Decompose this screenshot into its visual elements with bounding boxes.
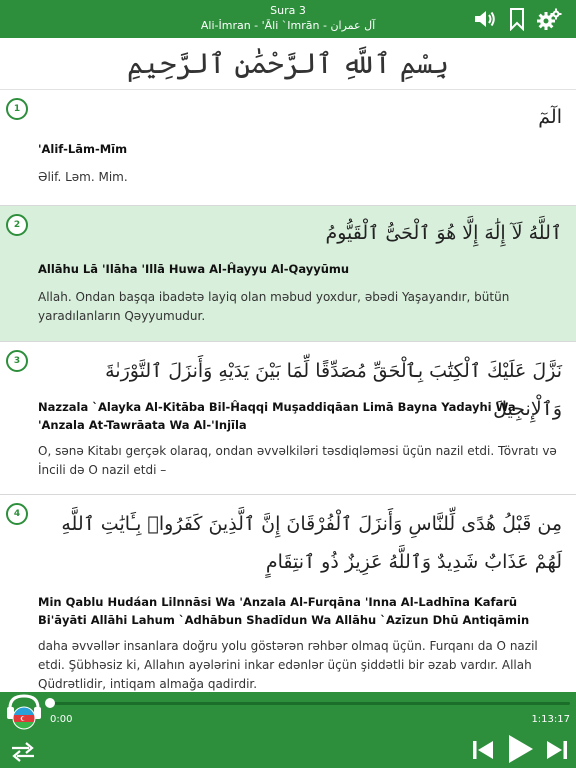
speaker-icon[interactable] (473, 7, 497, 31)
total-time: 1:13:17 (531, 714, 570, 725)
verse-translation: Allah. Ondan başqa ibadətə layiq olan məbud yoxdur, əbədi Yaşayandır, bütün yaradılanların Qəyyumudur. (38, 290, 510, 323)
verse-row-3[interactable] (0, 342, 576, 495)
verse-arabic-text: مِن قَبْلُ هُدًى لِّلنَّاسِ وَأَنزَلَ ٱلْفُرْقَانَ إِنَّ ٱلَّذِينَ كَفَرُوا۟ بِـَٔايَٰتِ ٱللَّهِ لَهُمْ عَذَابٌ شَدِيدٌ وَٱللَّهُ عَزِيزٌ ذُو ٱنتِقَامٍ (61, 513, 562, 573)
verse-row-2[interactable] (0, 206, 576, 342)
flag-icon[interactable] (6, 694, 42, 734)
sura-number-title: Sura 3 (270, 4, 306, 17)
verse-row-1[interactable] (0, 90, 576, 206)
top-bar (0, 0, 576, 38)
audio-player (0, 692, 576, 768)
bookmark-icon[interactable] (505, 7, 529, 31)
verse-translation: O, sənə Kitabı gerçək olaraq, ondan əvvəlkiləri təsdiqləməsi üçün nazil etdi. Tövratı və İncili də O nazil etdi – (38, 444, 557, 477)
previous-icon[interactable] (470, 736, 496, 764)
verse-translation: Əlif. Ləm. Mim. (38, 170, 128, 184)
bismillah-banner (0, 38, 576, 90)
gear-icon[interactable] (535, 7, 563, 31)
verse-number-badge: 1 (6, 98, 28, 120)
verse-number-badge: 4 (6, 503, 28, 525)
sura-name-subtitle: Ali-İmran - 'Āli `Imrān - آل عمران (200, 19, 376, 32)
verse-arabic-text: ٱللَّهُ لَآ إِلَٰهَ إِلَّا هُوَ ٱلْحَىُّ ٱلْقَيُّومُ (325, 222, 562, 244)
verse-transliteration: Allāhu Lā 'Ilāha 'Illā Huwa Al-Ĥayyu Al-Qayyūmu (38, 262, 350, 276)
elapsed-time: 0:00 (50, 714, 73, 725)
bismillah-text: بِسْمِ ٱللَّهِ ٱلرَّحْمَٰنِ ٱلرَّحِيمِ (126, 47, 449, 80)
next-icon[interactable] (544, 736, 570, 764)
verse-transliteration: Nazzala `Alayka Al-Kitāba Bil-Ĥaqqi Muşaddiqāan Limā Bayna Yadayhi Wa 'Anzala At-Tawrāata Wa Al-'Injīla (38, 400, 516, 432)
verse-translation: daha əvvəllər insanlara doğru yolu göstərən rəhbər olmaq üçün. Furqanı da O nazil etdi. Şübhəsiz ki, Allahın ayələrini inkar edənlər üçün şiddətli bir əzab vardır. Allah Qüdrətlidir, intiqam almağa qadirdir. (38, 639, 538, 691)
verse-transliteration: Min Qablu Hudáan Lilnnāsi Wa 'Anzala Al-Furqāna 'Inna Al-Ladhīna Kafarū Bi'āyāti Allāhi Lahum `Adhābun Shadīdun Wa Allāhu `Azīzun Dhū Antiqāmin (38, 595, 530, 627)
verse-transliteration: 'Alif-Lām-Mīm (38, 142, 128, 156)
verse-row-4[interactable] (0, 495, 576, 692)
repeat-icon[interactable] (8, 740, 38, 764)
verse-arabic-text: نَزَّلَ عَلَيْكَ ٱلْكِتَٰبَ بِٱلْحَقِّ مُصَدِّقًا لِّمَا بَيْنَ يَدَيْهِ وَأَنزَلَ ٱلتَّوْرَىٰةَ وَٱلْإِنجِيلَ (105, 360, 562, 420)
verse-number-badge: 2 (6, 214, 28, 236)
verse-number-badge: 3 (6, 350, 28, 372)
seek-handle[interactable] (45, 698, 55, 708)
verse-arabic-text: الٓمٓ (538, 106, 562, 128)
seek-bar[interactable] (50, 702, 570, 705)
play-icon[interactable] (504, 732, 536, 766)
